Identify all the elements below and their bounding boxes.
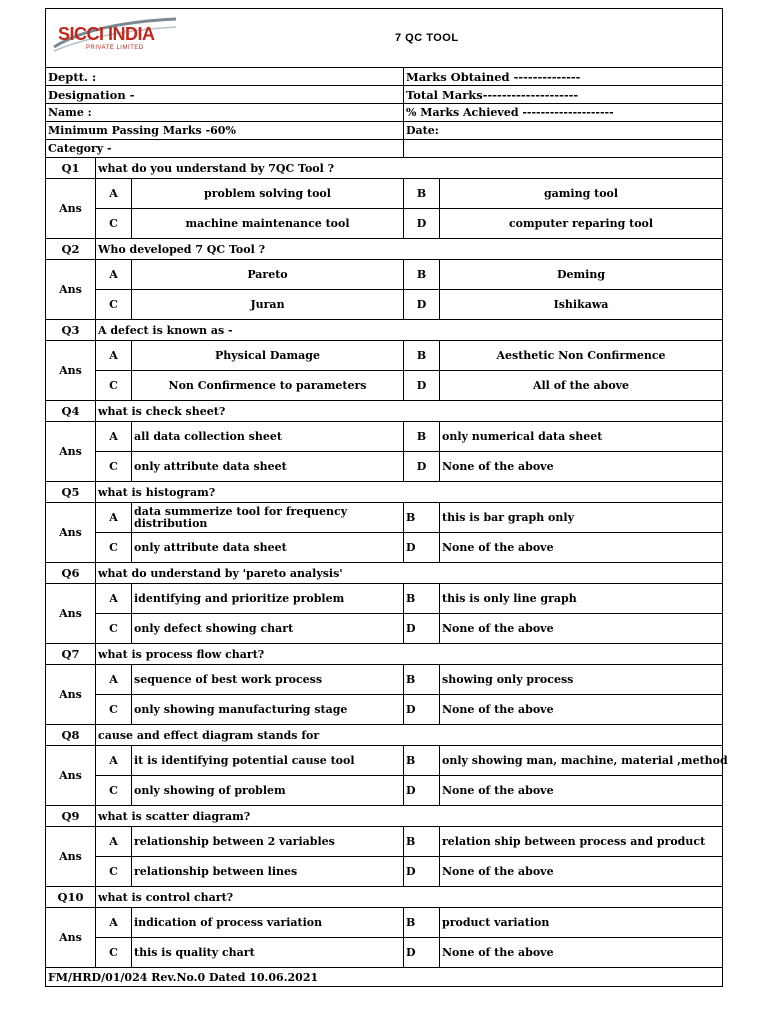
option-letter-b: B bbox=[404, 746, 440, 776]
option-b: gaming tool bbox=[440, 179, 723, 209]
question-text: what do you understand by 7QC Tool ? bbox=[96, 158, 723, 179]
option-letter-d: D bbox=[404, 290, 440, 320]
question-number: Q6 bbox=[46, 563, 96, 584]
logo-sub-text: PRIVATE LIMITED bbox=[86, 44, 144, 51]
option-a: Physical Damage bbox=[132, 341, 404, 371]
ans-label: Ans bbox=[46, 503, 96, 563]
quiz-form-sheet bbox=[45, 8, 728, 1016]
option-letter-d: D bbox=[404, 938, 440, 968]
option-b: showing only process bbox=[440, 665, 723, 695]
question-number: Q8 bbox=[46, 725, 96, 746]
question-number: Q10 bbox=[46, 887, 96, 908]
option-d: None of the above bbox=[440, 857, 723, 887]
option-letter-a: A bbox=[96, 503, 132, 533]
option-c: only defect showing chart bbox=[132, 614, 404, 644]
quiz-form-table bbox=[45, 8, 728, 987]
question-text: A defect is known as - bbox=[96, 320, 723, 341]
option-c: only showing manufacturing stage bbox=[132, 695, 404, 725]
option-a: relationship between 2 variables bbox=[132, 827, 404, 857]
option-letter-c: C bbox=[96, 695, 132, 725]
option-a: Pareto bbox=[132, 260, 404, 290]
option-a: data summerize tool for frequency distribution bbox=[132, 503, 404, 533]
ans-label: Ans bbox=[46, 584, 96, 644]
question-text: what is process flow chart? bbox=[96, 644, 723, 665]
ans-label: Ans bbox=[46, 422, 96, 482]
option-letter-d: D bbox=[404, 533, 440, 563]
option-a: indication of process variation bbox=[132, 908, 404, 938]
question-number: Q3 bbox=[46, 320, 96, 341]
option-letter-a: A bbox=[96, 422, 132, 452]
option-d: None of the above bbox=[440, 614, 723, 644]
option-letter-c: C bbox=[96, 371, 132, 401]
option-letter-b: B bbox=[404, 179, 440, 209]
question-text: what is control chart? bbox=[96, 887, 723, 908]
option-a: sequence of best work process bbox=[132, 665, 404, 695]
ans-label: Ans bbox=[46, 746, 96, 806]
option-letter-d: D bbox=[404, 371, 440, 401]
option-b: only showing man, machine, material ,method bbox=[440, 746, 723, 776]
option-b: Deming bbox=[440, 260, 723, 290]
option-letter-a: A bbox=[96, 746, 132, 776]
min-passing-marks: Minimum Passing Marks -60% bbox=[46, 122, 404, 140]
option-d: None of the above bbox=[440, 938, 723, 968]
option-letter-c: C bbox=[96, 290, 132, 320]
question-text: what is check sheet? bbox=[96, 401, 723, 422]
option-letter-a: A bbox=[96, 179, 132, 209]
option-d: None of the above bbox=[440, 695, 723, 725]
option-letter-d: D bbox=[404, 452, 440, 482]
option-letter-c: C bbox=[96, 938, 132, 968]
category-field: Category - bbox=[46, 140, 404, 158]
option-letter-a: A bbox=[96, 665, 132, 695]
option-c: machine maintenance tool bbox=[132, 209, 404, 239]
question-number: Q9 bbox=[46, 806, 96, 827]
question-number: Q1 bbox=[46, 158, 96, 179]
option-letter-b: B bbox=[404, 503, 440, 533]
question-text: what is scatter diagram? bbox=[96, 806, 723, 827]
option-a: it is identifying potential cause tool bbox=[132, 746, 404, 776]
option-b: relation ship between process and product bbox=[440, 827, 723, 857]
ans-label: Ans bbox=[46, 341, 96, 401]
question-number: Q4 bbox=[46, 401, 96, 422]
designation-field: Designation - bbox=[46, 86, 404, 104]
option-c: Non Confirmence to parameters bbox=[132, 371, 404, 401]
option-letter-a: A bbox=[96, 341, 132, 371]
option-b: this is bar graph only bbox=[440, 503, 723, 533]
option-b: Aesthetic Non Confirmence bbox=[440, 341, 723, 371]
option-letter-b: B bbox=[404, 584, 440, 614]
logo-cell bbox=[46, 9, 155, 68]
option-letter-c: C bbox=[96, 614, 132, 644]
marks-obtained-field: Marks Obtained -------------- bbox=[404, 68, 723, 86]
option-d: Ishikawa bbox=[440, 290, 723, 320]
option-letter-a: A bbox=[96, 260, 132, 290]
option-d: None of the above bbox=[440, 533, 723, 563]
option-c: only attribute data sheet bbox=[132, 452, 404, 482]
option-b: only numerical data sheet bbox=[440, 422, 723, 452]
option-letter-d: D bbox=[404, 614, 440, 644]
question-number: Q2 bbox=[46, 239, 96, 260]
ans-label: Ans bbox=[46, 179, 96, 239]
option-c: only attribute data sheet bbox=[132, 533, 404, 563]
option-letter-d: D bbox=[404, 695, 440, 725]
ans-label: Ans bbox=[46, 908, 96, 968]
option-d: None of the above bbox=[440, 452, 723, 482]
option-letter-b: B bbox=[404, 341, 440, 371]
option-letter-c: C bbox=[96, 209, 132, 239]
option-d: None of the above bbox=[440, 776, 723, 806]
option-letter-b: B bbox=[404, 422, 440, 452]
option-letter-c: C bbox=[96, 452, 132, 482]
question-number: Q5 bbox=[46, 482, 96, 503]
option-b: product variation bbox=[440, 908, 723, 938]
option-letter-c: C bbox=[96, 776, 132, 806]
option-d: All of the above bbox=[440, 371, 723, 401]
option-c: relationship between lines bbox=[132, 857, 404, 887]
option-letter-a: A bbox=[96, 908, 132, 938]
name-field: Name : bbox=[46, 104, 404, 122]
company-logo bbox=[52, 17, 178, 61]
form-title: 7 QC TOOL bbox=[132, 9, 723, 68]
option-b: this is only line graph bbox=[440, 584, 723, 614]
question-number: Q7 bbox=[46, 644, 96, 665]
option-a: all data collection sheet bbox=[132, 422, 404, 452]
dept-field: Deptt. : bbox=[46, 68, 404, 86]
option-letter-b: B bbox=[404, 827, 440, 857]
ans-label: Ans bbox=[46, 827, 96, 887]
option-c: Juran bbox=[132, 290, 404, 320]
option-a: identifying and prioritize problem bbox=[132, 584, 404, 614]
option-c: only showing of problem bbox=[132, 776, 404, 806]
total-marks-field: Total Marks-------------------- bbox=[404, 86, 723, 104]
option-letter-b: B bbox=[404, 908, 440, 938]
option-letter-c: C bbox=[96, 533, 132, 563]
option-a: problem solving tool bbox=[132, 179, 404, 209]
ans-label: Ans bbox=[46, 665, 96, 725]
option-c: this is quality chart bbox=[132, 938, 404, 968]
option-letter-d: D bbox=[404, 857, 440, 887]
option-d: computer reparing tool bbox=[440, 209, 723, 239]
option-letter-a: A bbox=[96, 827, 132, 857]
percent-marks-field: % Marks Achieved -------------------- bbox=[404, 104, 723, 122]
ans-label: Ans bbox=[46, 260, 96, 320]
date-field: Date: bbox=[404, 122, 723, 140]
blank-info-cell bbox=[404, 140, 723, 158]
option-letter-d: D bbox=[404, 776, 440, 806]
option-letter-a: A bbox=[96, 584, 132, 614]
option-letter-b: B bbox=[404, 260, 440, 290]
logo-brand-text: SICCI INDIA bbox=[58, 23, 155, 44]
question-text: cause and effect diagram stands for bbox=[96, 725, 723, 746]
option-letter-b: B bbox=[404, 665, 440, 695]
option-letter-c: C bbox=[96, 857, 132, 887]
question-text: what is histogram? bbox=[96, 482, 723, 503]
form-reference-footer: FM/HRD/01/024 Rev.No.0 Dated 10.06.2021 bbox=[46, 968, 723, 987]
option-letter-d: D bbox=[404, 209, 440, 239]
question-text: what do understand by 'pareto analysis' bbox=[96, 563, 723, 584]
question-text: Who developed 7 QC Tool ? bbox=[96, 239, 723, 260]
